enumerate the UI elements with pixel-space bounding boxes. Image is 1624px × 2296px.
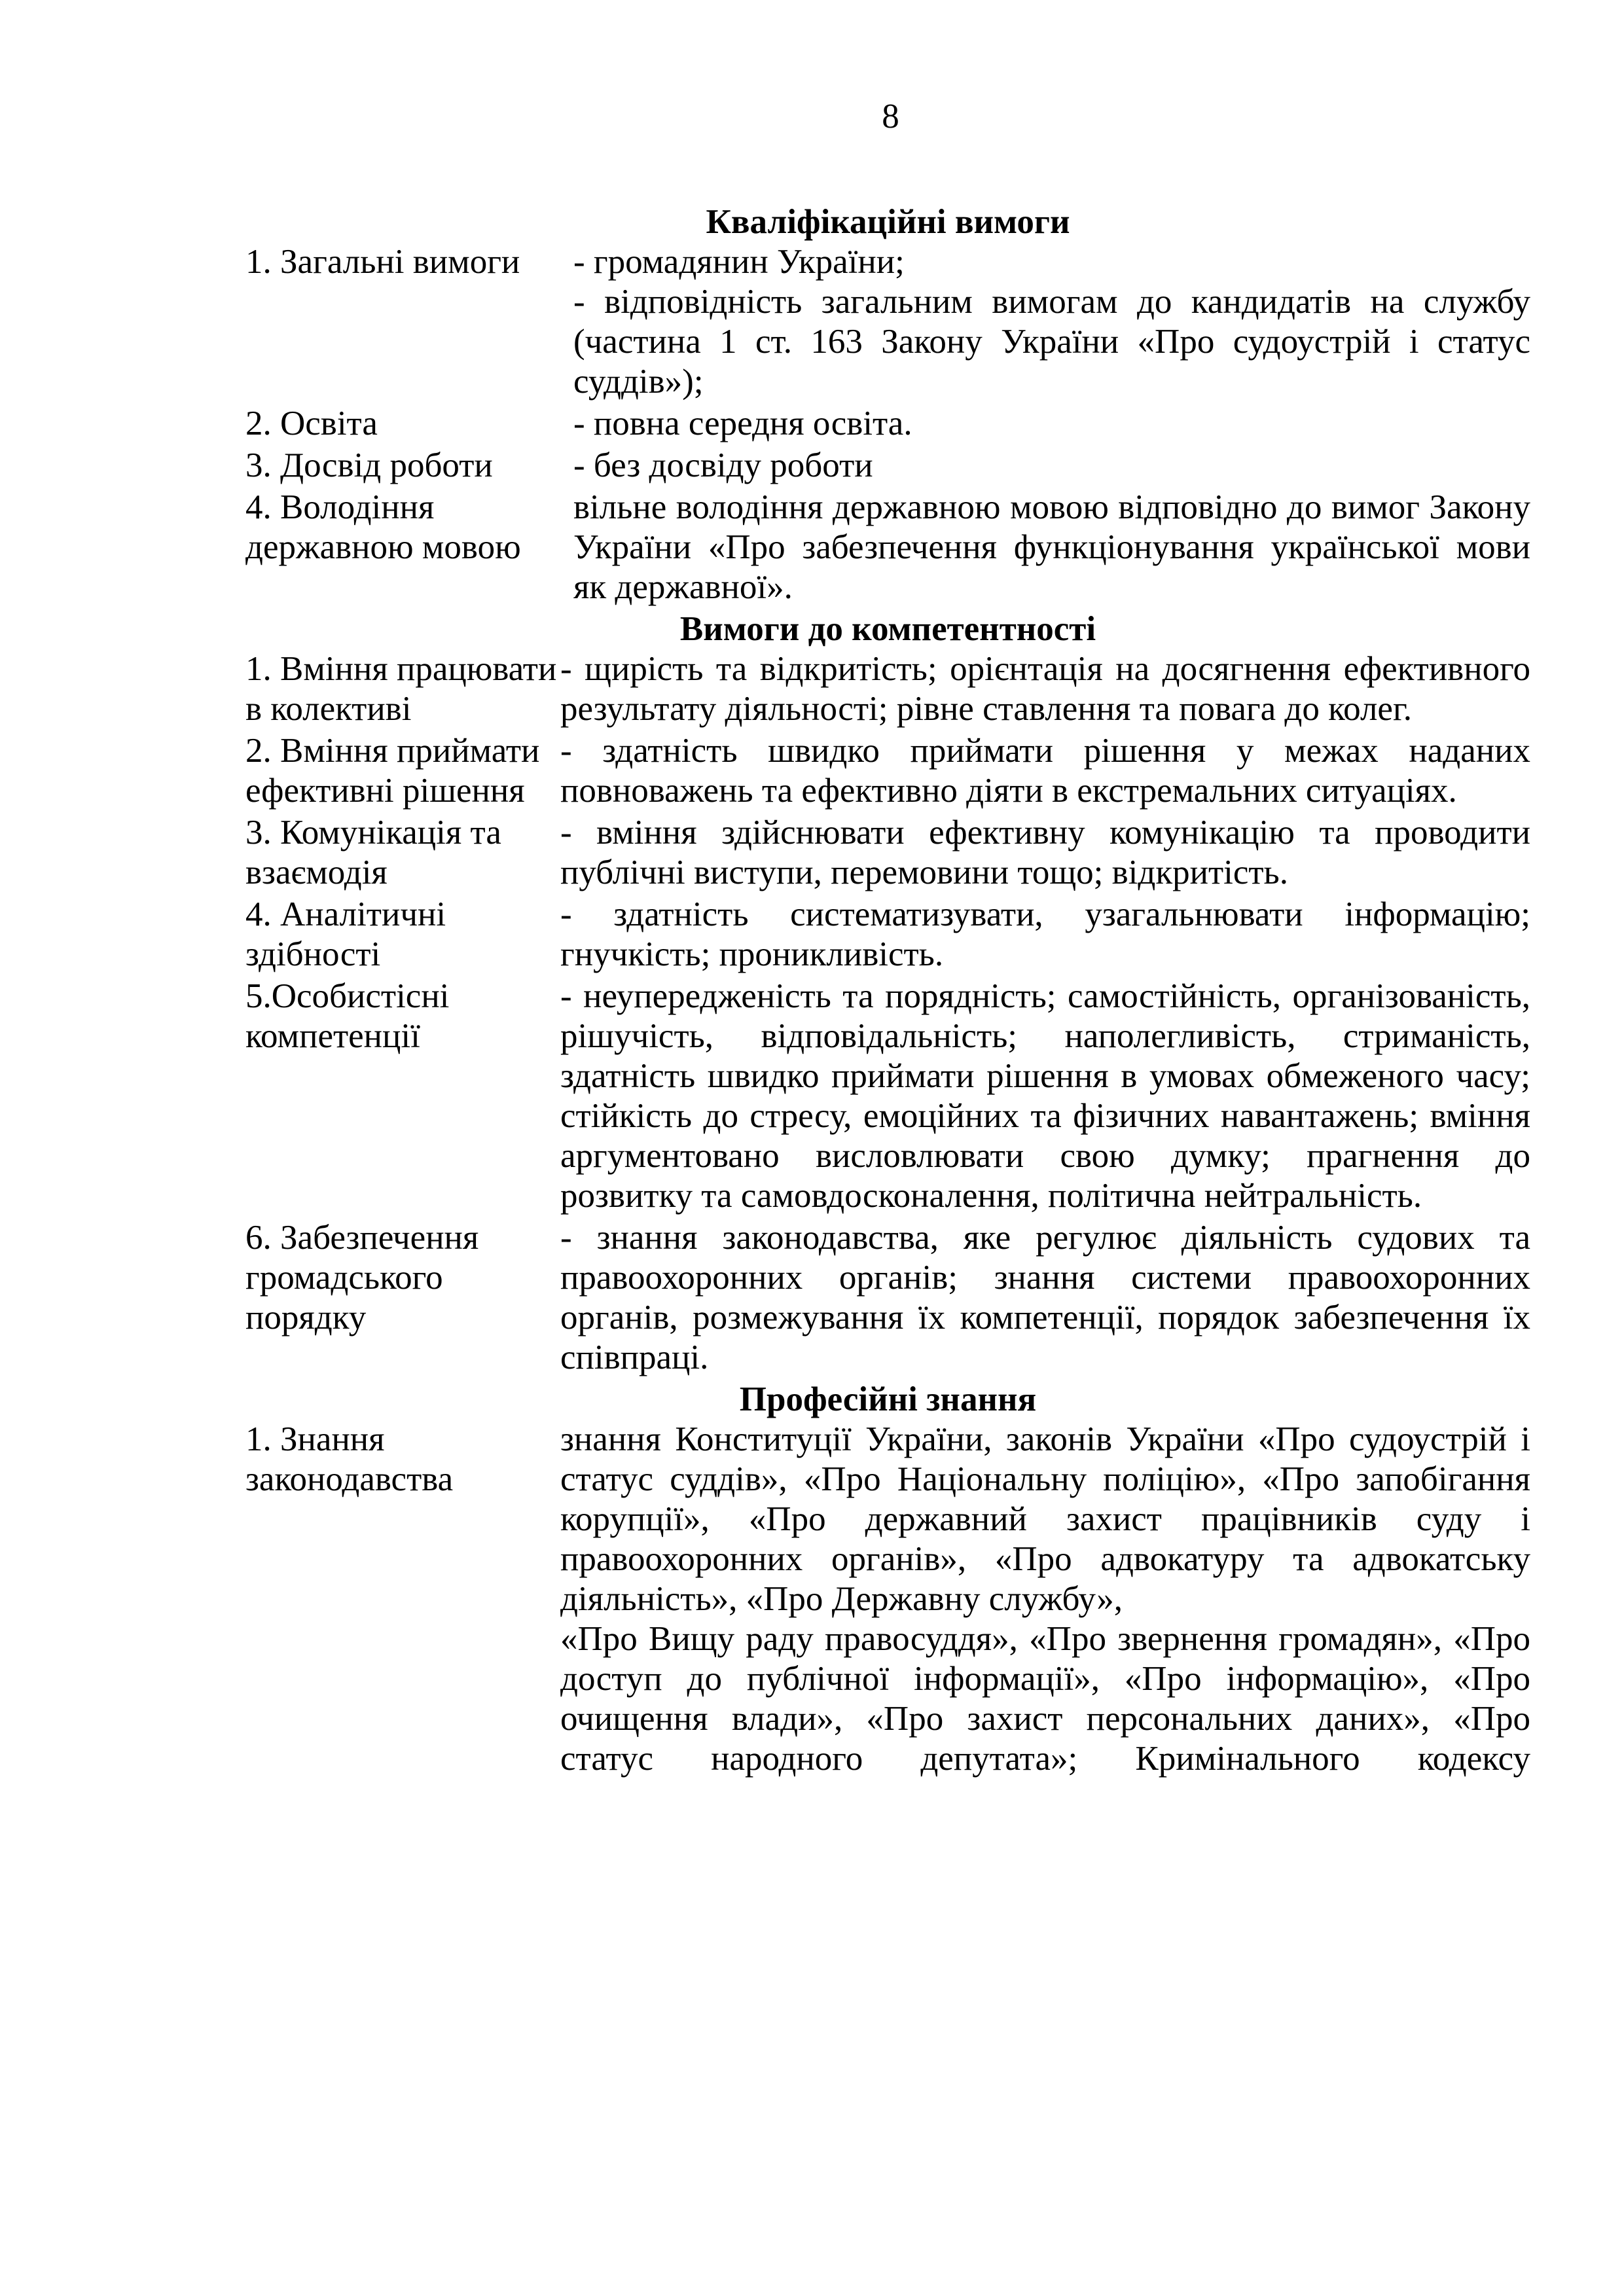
requirement-label: 3. Комунікація та взаємодія (245, 814, 501, 891)
requirement-value (560, 813, 1530, 893)
requirement-label: 1. Знання законодавства (245, 1420, 454, 1498)
requirement-text: вільне володіння державною мовою відповідно до вимог Закону України «Про забезпечення функціонування української мови як державної». (573, 488, 1530, 606)
section-heading: Вимоги до компетентності (679, 610, 1096, 648)
requirement-text: - здатність систематизувати, узагальнювати інформацію; гнучкість; проникливість. (560, 895, 1530, 973)
requirement-row (245, 731, 1530, 811)
requirement-value (560, 895, 1530, 975)
requirement-value (560, 731, 1530, 811)
requirement-label: 1. Вміння працювати в колективі (245, 650, 557, 728)
requirement-label: 4. Володіння державною мовою (245, 488, 521, 566)
requirement-label: 1. Загальні вимоги (245, 243, 520, 281)
requirement-row (245, 977, 1530, 1216)
section (245, 609, 1530, 1378)
requirement-row (245, 813, 1530, 893)
requirement-row (245, 446, 1530, 486)
requirement-text: - знання законодавства, яке регулює діяльність судових та правоохоронних органів; знання системи правоохоронних органів, розмежування їх компетенції, порядок забезпечення їх співпраці. (560, 1219, 1530, 1376)
requirement-value (560, 649, 1530, 729)
requirement-label: 2. Освіта (245, 404, 378, 442)
requirement-text: - відповідність загальним вимогам до кандидатів на службу (частина 1 ст. 163 Закону України «Про судоустрій і статус суддів»); (573, 283, 1530, 401)
requirement-label: 5.Особистісні компетенції (245, 977, 450, 1055)
page-number: 8 (882, 98, 899, 135)
requirement-text: - здатність швидко приймати рішення у межах наданих повноважень та ефективно діяти в екстремальних ситуаціях. (560, 732, 1530, 810)
requirement-row (245, 649, 1530, 729)
document-body (245, 202, 1530, 1781)
requirement-row (245, 895, 1530, 975)
requirement-text: - без досвіду роботи (573, 446, 873, 484)
requirement-label: 3. Досвід роботи (245, 446, 493, 484)
section (245, 1380, 1530, 1779)
requirement-row (245, 242, 1530, 402)
requirement-row (245, 1218, 1530, 1378)
requirement-value (573, 242, 1530, 402)
requirement-row (245, 404, 1530, 444)
requirement-text: - вміння здійснювати ефективну комунікацію та проводити публічні виступи, перемовини тощо; відкритість. (560, 814, 1530, 891)
requirement-value (573, 404, 1530, 444)
section-heading: Професійні знання (739, 1380, 1037, 1418)
requirement-value (573, 446, 1530, 486)
requirement-text: - громадянин України; (573, 243, 905, 281)
requirement-value (560, 1218, 1530, 1378)
requirement-value (560, 977, 1530, 1216)
requirement-text: - неупередженість та порядність; самостійність, організованість, рішучість, відповідальність; наполегливість, стриманість, здатність швидко приймати рішення в умовах обмеженого часу; стійкість до стресу, емоційних та фізичних навантажень; вміння аргументовано висловлювати свою думку; прагнення до розвитку та самовдосконалення, політична нейтральність. (560, 977, 1530, 1215)
requirement-value (573, 488, 1530, 607)
requirement-text: знання Конституції України, законів України «Про судоустрій і статус суддів», «Про Національну поліцію», «Про запобігання корупції», «Про державний захист працівників суду і правоохоронних органів», «Про адвокатуру та адвокатську діяльність», «Про Державну службу», (560, 1420, 1530, 1618)
requirement-value (560, 1420, 1530, 1779)
requirement-text: - повна середня освіта. (573, 404, 912, 442)
requirement-label: 2. Вміння приймати ефективні рішення (245, 732, 540, 810)
requirement-text: - щирість та відкритість; орієнтація на досягнення ефективного результату діяльності; рівне ставлення та повага до колег. (560, 650, 1530, 728)
section (245, 202, 1530, 607)
requirement-text: «Про Вищу раду правосуддя», «Про звернення громадян», «Про доступ до публічної інформації», «Про інформацію», «Про очищення влади», «Про захист персональних даних», «Про статус народного депутата»; Кримінального кодексу (560, 1620, 1530, 1778)
requirement-row (245, 1420, 1530, 1779)
requirement-row (245, 488, 1530, 607)
requirement-label: 4. Аналітичні здібності (245, 895, 446, 973)
requirement-label: 6. Забезпечення громадського порядку (245, 1219, 479, 1336)
section-heading: Кваліфікаційні вимоги (706, 203, 1070, 241)
